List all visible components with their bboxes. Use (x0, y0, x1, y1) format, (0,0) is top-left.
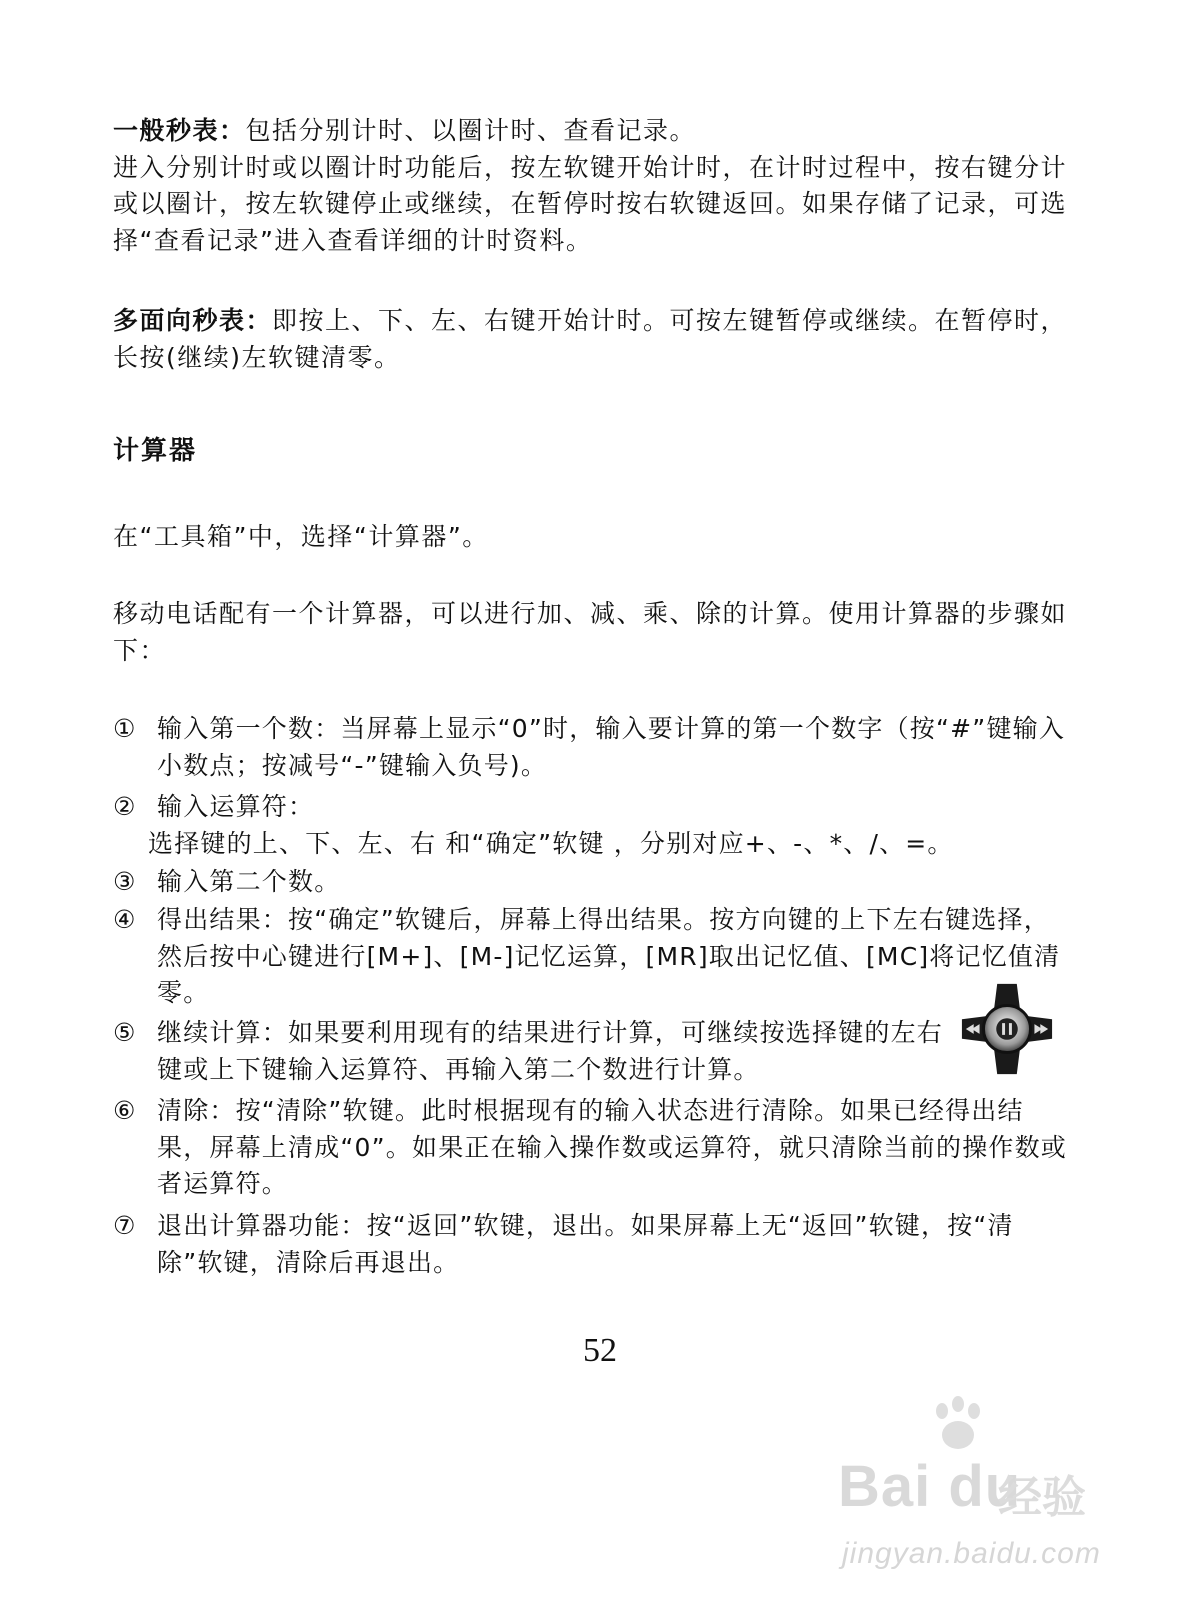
step-text: 退出计算器功能：按“返回”软键，退出。如果屏幕上无“返回”软键，按“清除”软键，清除后再退出。 (157, 1211, 1014, 1277)
step-4 (113, 902, 1073, 1012)
multi-stopwatch-text: 即按上、下、左、右键开始计时。可按左键暂停或继续。在暂停时，长按(继续)左软键清零。 (113, 306, 1068, 372)
watermark-url: jingyan.baidu.com (842, 1537, 1101, 1570)
step-text: 得出结果：按“确定”软键后，屏幕上得出结果。按方向键的上下左右键选择，然后按中心键进行[M+]、[M-]记忆运算，[MR]取出记忆值、[MC]将记忆值清零。 (157, 905, 1061, 1007)
watermark-brand: Bai du (838, 1454, 1022, 1519)
calculator-description: 移动电话配有一个计算器，可以进行加、减、乘、除的计算。使用计算器的步骤如下： (113, 599, 1068, 665)
paw-logo-icon (928, 1395, 988, 1457)
step-number: ⑤ (113, 1018, 137, 1047)
step-number: ⑦ (113, 1211, 137, 1240)
step-text: 清除：按“清除”软键。此时根据现有的输入状态进行清除。如果已经得出结果，屏幕上清成“0”。如果正在输入操作数或运算符，就只清除当前的操作数或者运算符。 (157, 1096, 1068, 1198)
page-number: 52 (583, 1332, 617, 1369)
step-text: 继续计算：如果要利用现有的结果进行计算，可继续按选择键的左右键或上下键输入运算符、再输入第二个数进行计算。 (157, 1018, 944, 1084)
step-2-detail (148, 826, 1078, 863)
calculator-intro: 在“工具箱”中，选择“计算器”。 (113, 522, 489, 551)
step-number: ① (113, 714, 137, 743)
multi-stopwatch-lead: 多面向秒表： (113, 306, 273, 335)
general-stopwatch-paragraph (113, 113, 1073, 259)
calculator-heading: 计算器 (113, 436, 198, 466)
step-number: ② (113, 792, 137, 821)
step-text: 输入第二个数。 (157, 867, 341, 896)
step-2 (113, 789, 1073, 826)
step-3 (113, 864, 1073, 901)
step-7 (113, 1208, 1073, 1281)
step-5 (113, 1015, 943, 1088)
step-text: 输入运算符： (157, 792, 315, 821)
step-number: ③ (113, 867, 137, 896)
general-stopwatch-text: 包括分别计时、以圈计时、查看记录。 进入分别计时或以圈计时功能后，按左软键开始计时，在计时过程中，按右键分计或以圈计，按左软键停止或继续，在暂停时按右软键返回。如果存储了记录，可选择“查看记录”进入查看详细的计时资料。 (113, 116, 1068, 255)
multi-stopwatch-paragraph (113, 303, 1073, 376)
step-text: 输入第一个数：当屏幕上显示“0”时，输入要计算的第一个数字（按“#”键输入小数点；按减号“-”键输入负号)。 (157, 714, 1066, 780)
step-1 (113, 711, 1073, 784)
step-6 (113, 1093, 1073, 1203)
general-stopwatch-lead: 一般秒表： (113, 116, 246, 145)
watermark-suffix: 经验 (998, 1472, 1086, 1523)
baidu-jingyan-watermark (820, 1395, 1190, 1600)
navigation-key-icon (958, 980, 1056, 1078)
step-number: ⑥ (113, 1096, 137, 1125)
step-text: 选择键的上、下、左、右 和“确定”软键 ，分别对应+、-、*、/、=。 (148, 829, 954, 858)
step-number: ④ (113, 905, 137, 934)
